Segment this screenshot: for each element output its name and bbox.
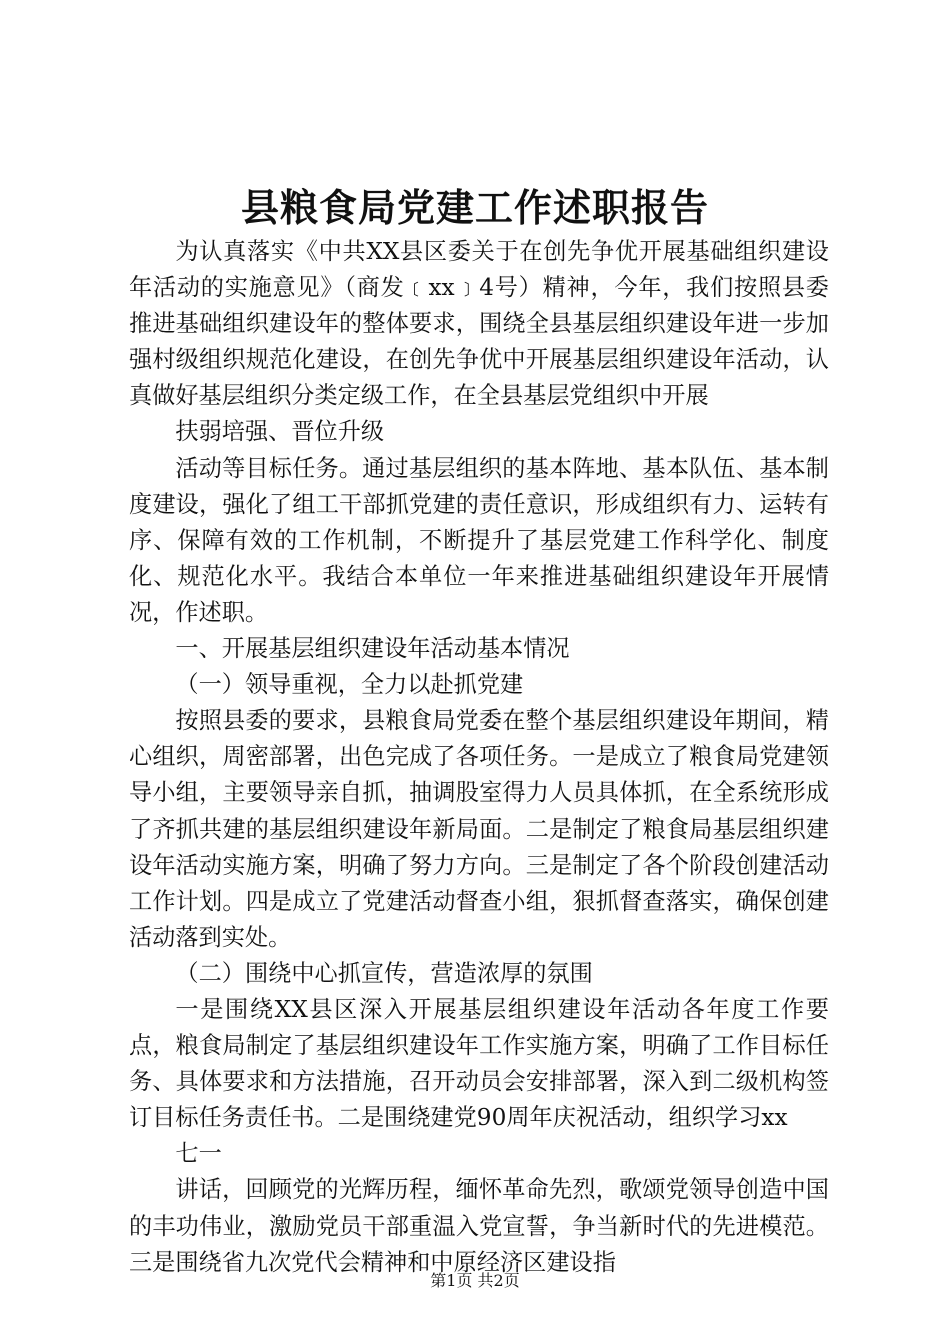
paragraph: 扶弱培强、晋位升级 — [175, 418, 385, 446]
paragraph: 活动等目标任务。通过基层组织的基本阵地、基本队伍、基本制度建设，强化了组工干部抓党建的责任意识，形成组织有力、运转有序、保障有效的工作机制，不断提升了基层党建工作科学化、制度化、规范化水平。我结合本单位一年来推进基础组织建设年开展情况，作述职。 — [129, 454, 829, 626]
document-title: 县粮食局党建工作述职报告 — [240, 185, 709, 230]
document-body — [129, 234, 829, 1281]
subsection-heading: （一）领导重视，全力以赴抓党建 — [175, 671, 524, 699]
paragraph: 七一 — [175, 1140, 222, 1168]
paragraph: 按照县委的要求，县粮食局党委在整个基层组织建设年期间，精心组织，周密部署，出色完成了各项任务。一是成立了粮食局党建领导小组，主要领导亲自抓，抽调股室得力人员具体抓，在全系统形成了齐抓共建的基层组织建设年新局面。二是制定了粮食局基层组织建设年活动实施方案，明确了努力方向。三是制定了各个阶段创建活动工作计划。四是成立了党建活动督查小组，狠抓督查落实，确保创建活动落到实处。 — [129, 707, 829, 951]
paragraph: 一是围绕XX县区深入开展基层组织建设年活动各年度工作要点，粮食局制定了基层组织建设年工作实施方案，明确了工作目标任务、具体要求和方法措施，召开动员会安排部署，深入到二级机构签订目标任务责任书。二是围绕建党90周年庆祝活动，组织学习xx — [129, 995, 829, 1132]
subsection-heading: （二）围绕中心抓宣传，营造浓厚的氛围 — [175, 959, 593, 987]
section-heading: 一、开展基层组织建设年活动基本情况 — [175, 635, 570, 663]
page-number-footer: 第1页 共2页 — [430, 1271, 520, 1290]
paragraph: 为认真落实《中共XX县区委关于在创先争优开展基础组织建设年活动的实施意见》（商发﹝xx﹞4号）精神，今年，我们按照县委推进基础组织建设年的整体要求，围绕全县基层组织建设年进一步加强村级组织规范化建设，在创先争优中开展基层组织建设年活动，认真做好基层组织分类定级工作，在全县基层党组织中开展 — [129, 238, 829, 410]
paragraph: 讲话，回顾党的光辉历程，缅怀革命先烈，歌颂党领导创造中国的丰功伟业，激励党员干部重温入党宣誓，争当新时代的先进模范。三是围绕省九次党代会精神和中原经济区建设指 — [129, 1176, 829, 1276]
